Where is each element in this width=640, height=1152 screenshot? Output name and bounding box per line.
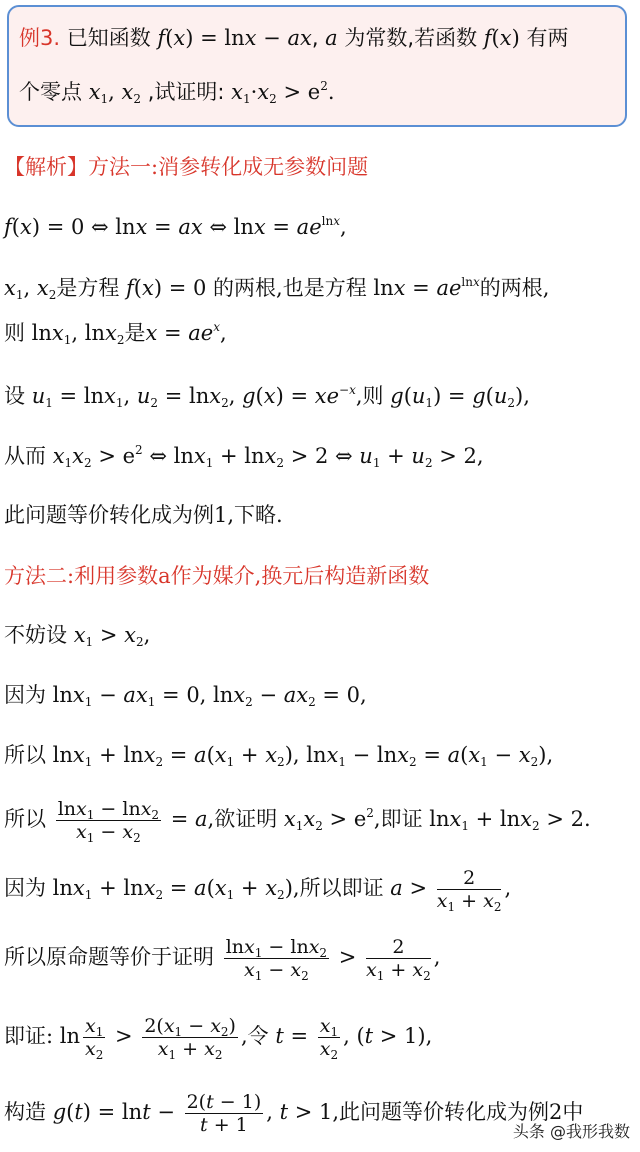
m2-line-6: 所以原命题等价于证明 $\frac{\ln x_1 - \ln x_2}{x_1 - x_2}$ > $\frac{2}{x_1 + x_2}$ , (4, 936, 441, 983)
method2-heading: 方法二:利用参数a作为媒介,换元后构造新函数 (4, 564, 430, 588)
m2-line-4: 所以 $\frac{\ln x_1 - \ln x_2}{x_1 - x_2}$ = a,欲证明 $x_1x_2 > e^2$,即证 lnx$_1$ + lnx$_2$ > 2. (4, 798, 591, 845)
m1-line-6: 此问题等价转化成为例1,下略. (4, 503, 283, 527)
m2-line-7: 即证: ln $\frac{x_1}{x_2}$ > $\frac{2(x_1 - x_2)}{x_1 + x_2}$ ,令 t = $\frac{x_1}{x_2}$ , (t > 1), (4, 1015, 433, 1062)
m1-line-4: 设 $u_1 = \ln x_1$, $u_2 = \ln x_2$, $g(x) = xe^{-x}$,则 $g(u_1) = g(u_2)$, (4, 383, 530, 410)
method1-heading: 【解析】方法一:消参转化成无参数问题 (4, 155, 369, 179)
m1-line-2: $x_1$, $x_2$是方程 f(x) = 0 的两根,也是方程 $\ln x = ae^{lnx}$的两根, (4, 275, 550, 302)
m2-line-8: 构造 g(t) = lnt − $\frac{2(t - 1)}{t + 1}$ , t > 1,此问题等价转化成为例2中 (4, 1091, 584, 1136)
example-tag: 例3. (19, 26, 61, 50)
problem-box (7, 5, 627, 127)
m2-line-1: 不妨设 $x_1 > x_2$, (4, 623, 151, 649)
m2-line-5: 因为 $\ln x_1 + \ln x_2 = a(x_1 + x_2)$,所以即证 a > $\frac{2}{x_1 + x_2}$ , (4, 867, 512, 914)
m2-line-3: 所以 $\ln x_1 + \ln x_2 = a(x_1 + x_2)$, $\ln x_1 - \ln x_2 = a(x_1 - x_2)$, (4, 743, 554, 769)
m1-line-5: 从而 $x_1x_2 > e^2$ ⇔ lnx$_1$ + lnx$_2$ > 2 ⇔ $u_1 + u_2 > 2$, (4, 443, 484, 470)
fraction-ln-diff: $\frac{\ln x_1 - \ln x_2}{x_1 - x_2}$ (57, 798, 160, 845)
fraction-2-over-sum: $\frac{2}{x_1 + x_2}$ (436, 867, 502, 914)
function-def: f(x) = lnx − ax (157, 26, 312, 50)
m2-line-2: 因为 $\ln x_1 - ax_1 = 0$, $\ln x_2 - ax_2 = 0$, (4, 683, 367, 709)
watermark: 头条 @我形我数 (512, 1122, 630, 1141)
m1-line-1: f(x) = 0 ⇔ lnx = ax ⇔ $\ln x = ae^{lnx}$, (4, 214, 347, 239)
problem-line-1: 例3. 已知函数 f(x) = lnx − ax, a 为常数,若函数 f(x) 有两 (19, 26, 569, 50)
problem-line-2: 个零点 $x_1$, $x_2$ ,试证明: $x_1\cdot x_2 > e^2$. (19, 79, 335, 106)
m1-line-3: 则 lnx$_1$, lnx$_2$是$x = ae^x$, (4, 320, 227, 347)
